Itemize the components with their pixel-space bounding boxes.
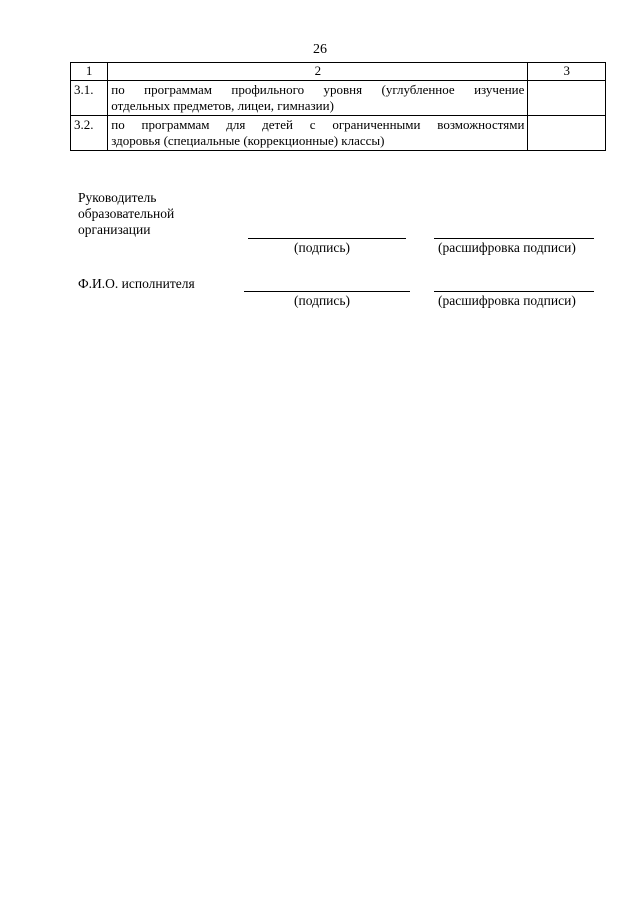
table-header-cell-2: 2	[108, 63, 528, 81]
row-number: 3.2.	[71, 116, 108, 151]
table-row	[71, 81, 606, 116]
head-signature-line	[248, 238, 406, 239]
row-text	[108, 81, 528, 116]
table-header-cell-1: 1	[71, 63, 108, 81]
head-label-line: Руководитель	[78, 190, 157, 205]
head-sign-caption: (подпись)	[294, 240, 351, 255]
table-row	[71, 116, 606, 151]
executor-decode-line	[434, 291, 594, 292]
row-value	[528, 116, 606, 151]
row-text-line: по программам профильного уровня (углубленное изучение	[111, 82, 525, 97]
head-label-line: организации	[78, 222, 151, 237]
head-label-line: образовательной	[78, 206, 175, 221]
row-text-line: отдельных предметов, лицеи, гимназии)	[111, 98, 334, 113]
head-decode-caption: (расшифровка подписи)	[438, 240, 576, 255]
page-number: 26	[313, 42, 327, 57]
row-value	[528, 81, 606, 116]
executor-label: Ф.И.О. исполнителя	[78, 276, 195, 291]
head-signature-label	[78, 190, 174, 238]
executor-sign-caption: (подпись)	[294, 293, 351, 308]
table-header-cell-3: 3	[528, 63, 606, 81]
executor-decode-caption: (расшифровка подписи)	[438, 293, 576, 308]
row-text	[108, 116, 528, 151]
data-table	[70, 62, 606, 151]
row-number: 3.1.	[71, 81, 108, 116]
row-text-line: здоровья (специальные (коррекционные) классы)	[111, 133, 385, 148]
head-decode-line	[434, 238, 594, 239]
executor-signature-line	[244, 291, 410, 292]
row-text-line: по программам для детей с ограниченными возможностями	[111, 117, 525, 132]
table-header-row	[71, 63, 606, 81]
